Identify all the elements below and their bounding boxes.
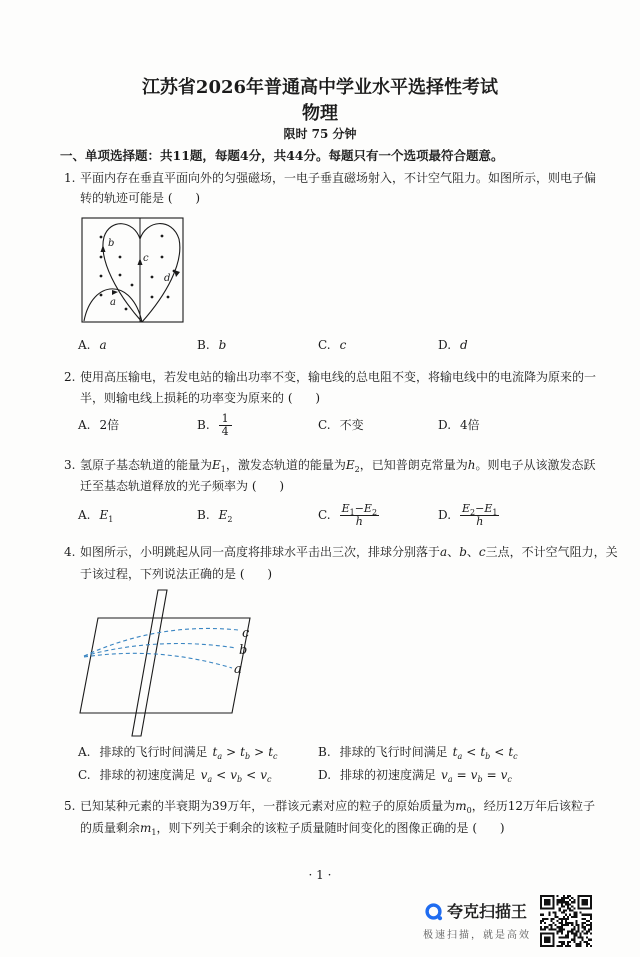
math-sub: 1 (492, 507, 498, 517)
math-op: > (254, 745, 265, 759)
math-var: v (470, 768, 478, 782)
option-value: d (460, 338, 468, 352)
q4-figure-volleyball (76, 586, 256, 740)
q5-number: 5. (64, 799, 76, 813)
q4-option-d (318, 761, 512, 789)
math-sub: c (513, 752, 518, 761)
fraction-numerator (460, 503, 499, 515)
math-op: < (494, 745, 505, 759)
math-op: − (475, 501, 485, 515)
q3-option-a (78, 501, 113, 529)
option-letter: B. (197, 338, 210, 352)
q3-option-b (197, 501, 233, 529)
math-sub: 2 (354, 465, 360, 474)
subject-title: 物理 (302, 103, 338, 124)
exam-title: 江苏省2026年普通高中学业水平选择性考试 (141, 77, 499, 98)
math-sub: b (485, 752, 491, 761)
math-sub: 2 (371, 507, 378, 517)
label-d: d (164, 273, 171, 284)
math-sub: b (245, 752, 251, 761)
math-op: = (486, 768, 497, 782)
option-letter: A. (78, 508, 91, 522)
q3-stem-line-1 (80, 457, 596, 473)
math-var: v (441, 768, 448, 782)
label-a: a (234, 662, 242, 677)
option-value: b (218, 338, 227, 352)
math-var: m (140, 821, 152, 835)
option-letter: B. (318, 745, 331, 759)
q1-stem-line-2: 转的轨迹可能是 ( ) (80, 191, 201, 205)
option-letter: A. (78, 745, 91, 759)
q2-stem-line-1: 使用高压输电，若发电站的输出功率不变，输电线的总电阻不变，将输电线中的电流降为原来的一 (80, 370, 597, 384)
stem-text: 氢原子基态轨道的能量为 (80, 458, 213, 472)
q3-stem-line-2: 迁至基态轨道释放的光子频率为 ( ) (80, 479, 285, 493)
math-var: E (212, 458, 221, 472)
math-var: v (500, 768, 508, 782)
stem-text: ，则下列关于剩余的该粒子质量随时间变化的图像正确的是 ( ) (156, 821, 505, 835)
option-letter: A. (78, 418, 91, 432)
option-letter: B. (197, 418, 210, 432)
q2-option-a (78, 411, 119, 439)
option-value: 4倍 (460, 418, 480, 432)
q2-number: 2. (64, 370, 76, 384)
stem-text: 。则电子从该激发态跃 (475, 458, 596, 472)
trajectory-a (84, 653, 232, 668)
option-letter: C. (318, 508, 331, 522)
q1-number: 1. (64, 171, 76, 185)
math-sub: 1 (108, 515, 114, 524)
q4-stem-line-2: 于该过程，下列说法正确的是 ( ) (80, 567, 273, 581)
fraction (219, 413, 232, 438)
option-letter: D. (438, 338, 452, 352)
math-var: E (341, 501, 350, 515)
math-sub: b (477, 775, 483, 784)
q2-option-d (438, 411, 480, 439)
quark-logo-icon (424, 902, 444, 922)
math-sub: 0 (466, 806, 472, 815)
trajectory-c (84, 628, 238, 656)
stem-text: 三点，不计空气阻力，关 (485, 545, 618, 559)
math-var: v (200, 768, 208, 782)
math-var: b (459, 545, 467, 559)
stem-text: ，激发态轨道的能量为 (225, 458, 346, 472)
label-a: a (110, 297, 116, 308)
math-var: a (440, 545, 448, 559)
q3-option-c (318, 501, 379, 529)
option-text: 排球的初速度满足 (99, 768, 196, 782)
option-text: 排球的飞行时间满足 (99, 745, 208, 759)
option-letter: D. (438, 508, 452, 522)
option-text: 排球的飞行时间满足 (339, 745, 448, 759)
option-letter: C. (78, 768, 91, 782)
stem-text: 、 (447, 545, 460, 559)
math-var: t (240, 745, 245, 759)
q3-number: 3. (64, 458, 76, 472)
math-op: < (246, 768, 257, 782)
q4-option-c (78, 761, 271, 789)
label-b: b (108, 238, 115, 249)
option-letter: C. (318, 338, 331, 352)
math-sub: c (273, 752, 278, 761)
fraction (340, 503, 379, 528)
math-sub: c (266, 775, 272, 784)
math-op: < (216, 768, 227, 782)
fraction-numerator (340, 503, 379, 515)
math-var: E (363, 501, 372, 515)
page-number: · 1 · (308, 868, 332, 882)
q2-stem-line-2: 半，则输电线上损耗的功率变为原来的 ( ) (80, 391, 321, 405)
math-sub: 1 (220, 465, 226, 474)
fraction-denominator: h (340, 515, 379, 528)
q1-option-d (438, 331, 468, 359)
fraction (460, 503, 499, 528)
option-math (201, 767, 272, 783)
q2-option-b (197, 411, 232, 439)
option-value (99, 507, 113, 523)
section-heading: 一、单项选择题：共11题，每题4分，共44分。每题只有一个选项最符合题意。 (60, 148, 504, 163)
math-var: v (260, 768, 267, 782)
math-var: t (480, 745, 486, 759)
math-var: E (462, 501, 471, 515)
option-letter: B. (197, 508, 210, 522)
option-letter: D. (438, 418, 452, 432)
option-value (219, 507, 233, 523)
field-region-border (82, 218, 183, 322)
stem-text: 、 (466, 545, 479, 559)
math-var: E (99, 508, 109, 522)
option-value: 不变 (339, 418, 364, 432)
label-b: b (239, 643, 248, 658)
option-math (441, 767, 512, 783)
math-sub: a (207, 775, 213, 784)
time-limit: 限时 75 分钟 (283, 127, 357, 141)
math-op: < (466, 745, 477, 759)
math-sub: a (457, 752, 463, 761)
math-sub: 2 (470, 507, 476, 517)
q5-stem-line-1 (80, 798, 595, 814)
option-value: c (339, 338, 347, 352)
math-var: h (467, 458, 476, 472)
label-c: c (143, 253, 149, 264)
math-sub: 1 (349, 507, 355, 517)
option-letter: C. (318, 418, 331, 432)
q1-stem-line-1: 平面内存在垂直平面向外的匀强磁场，一电子垂直磁场射入，不计空气阻力。如图所示，则电子偏 (80, 171, 597, 185)
math-var: t (268, 745, 274, 759)
math-sub: c (507, 775, 512, 784)
stem-text: ，已知普朗克常量为 (359, 458, 468, 472)
fraction-denominator: 4 (219, 425, 232, 438)
net-plane (132, 590, 167, 736)
math-var: t (452, 745, 458, 759)
math-var: t (212, 745, 218, 759)
fraction-denominator: h (460, 515, 499, 528)
math-op: = (456, 768, 467, 782)
q4-stem-line-1 (80, 544, 618, 560)
stem-text: ，经历12万年后该粒子 (471, 799, 596, 813)
math-sub: 2 (227, 515, 233, 524)
option-value: a (99, 338, 107, 352)
option-value: 2倍 (99, 418, 120, 432)
q4-number: 4. (64, 545, 76, 559)
watermark-brand: 夸克扫描王 (447, 902, 528, 921)
q3-option-d (438, 501, 499, 529)
q2-option-c (318, 411, 364, 439)
math-var: E (218, 508, 228, 522)
math-var: c (478, 545, 486, 559)
label-c: c (242, 626, 250, 641)
q1-figure-magnetic-field (80, 215, 186, 325)
stem-text: 如图所示，小明跳起从同一高度将排球水平击出三次，排球分别落于 (80, 545, 441, 559)
math-sub: 1 (151, 828, 157, 837)
q5-stem-line-2 (80, 820, 505, 836)
stem-text: 的质量剩余 (80, 821, 141, 835)
q1-option-c (318, 331, 346, 359)
q1-option-b (197, 331, 226, 359)
qr-code-icon (540, 895, 592, 947)
math-op: > (226, 745, 237, 759)
fraction-numerator: 1 (221, 411, 229, 425)
option-letter: D. (318, 768, 332, 782)
math-sub: a (217, 752, 223, 761)
option-math (453, 744, 518, 760)
math-var: E (484, 501, 493, 515)
math-op: − (354, 501, 364, 515)
math-var: E (345, 458, 355, 472)
option-letter: A. (78, 338, 91, 352)
math-var: v (230, 768, 237, 782)
q1-option-a (78, 331, 107, 359)
math-var: m (455, 799, 467, 813)
option-text: 排球的初速度满足 (340, 768, 437, 782)
stem-text: 已知某种元素的半衰期为39万年，一群该元素对应的粒子的原始质量为 (80, 799, 456, 813)
math-sub: b (237, 775, 243, 784)
math-sub: a (447, 775, 453, 784)
math-var: t (508, 745, 514, 759)
watermark-slogan: 极速扫描，就是高效 (423, 930, 531, 941)
option-math (213, 744, 278, 760)
